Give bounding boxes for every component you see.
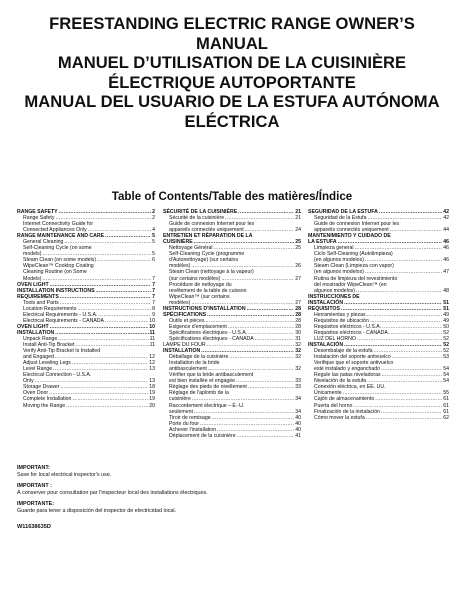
toc-page-number: 18: [149, 384, 155, 391]
toc-page-number: 44: [443, 227, 449, 234]
toc-page-number: 11: [149, 329, 155, 336]
dot-leader: [221, 276, 294, 282]
title-line: ÉLECTRIQUE AUTOPORTANTE: [108, 72, 356, 92]
toc-page-number: 25: [295, 239, 301, 246]
toc-page-number: 52: [443, 342, 449, 349]
toc-entry-title: (en algunos modelos): [314, 257, 364, 264]
toc-page-number: 19: [149, 396, 155, 403]
toc-entry-title: Only: [23, 378, 34, 385]
toc-entry-title: RANGE SAFETY: [17, 209, 58, 215]
toc-entry-title: Herramientas y piezas: [314, 311, 366, 318]
toc-entry-title: Ciclo Self-Cleaning (Autolimpieza): [314, 251, 393, 258]
toc-entry: [163, 433, 301, 439]
toc-entry-title: ENTRETIEN ET RÉPARATION DE LA: [163, 233, 253, 240]
toc-page-number: 33: [295, 384, 301, 391]
toc-entry-title: SEGURIDAD DE LA ESTUFA: [308, 209, 378, 215]
toc-page-number: 41: [295, 432, 301, 439]
toc-entry-title: Install Anti-Tip Bracket: [23, 342, 75, 349]
toc-column-french: [163, 209, 301, 439]
note-body-spanish: Guarde para tener a disposición del inspector de electricidad local.: [17, 507, 177, 514]
toc-page-number: 10: [149, 317, 155, 324]
toc-entry-title: Outils et pièces: [169, 317, 205, 324]
toc-entry-title: Nivelación de la estufa: [314, 378, 367, 385]
toc-page-number: 31: [295, 335, 301, 342]
toc-page-number: 27: [295, 275, 301, 282]
toc-page-number: 2: [152, 209, 155, 215]
toc-entry-title: Steam Clean (Limpieza con vapor): [314, 263, 394, 270]
toc-entry-title: Spécifications électriques - U.S.A.: [169, 329, 248, 336]
toc-page-number: 34: [295, 396, 301, 403]
title-line: MANUEL D’UTILISATION DE LA CUISINIÈRE: [57, 53, 407, 73]
toc-page-number: 10: [149, 323, 155, 330]
toc-page-number: 5: [152, 233, 155, 240]
toc-page-number: 47: [443, 269, 449, 276]
note-body-french: À conserver pour consultation par l'inspecteur local des installations électriques.: [17, 489, 208, 496]
toc-entry-title: Tools and Parts: [23, 299, 59, 306]
toc-page-number: 28: [295, 311, 301, 318]
toc-entry-title: antibasculement: [169, 366, 207, 373]
toc-page-number: 46: [443, 245, 449, 252]
dot-leader: [97, 257, 151, 263]
toc-entry-title: INSTRUCCIONES DE: [308, 293, 360, 300]
toc-entry-title: Porte du four: [169, 420, 199, 427]
dot-leader: [66, 403, 148, 409]
toc-entry-title: Limpieza general: [314, 245, 354, 252]
toc-heading: Table of Contents/Table des matières/Índice: [111, 190, 353, 203]
toc-entry-title: Verify Anti-Tip Bracket Is Installed: [23, 348, 101, 355]
toc-page-number: 20: [149, 402, 155, 409]
toc-page-number: 7: [152, 287, 155, 294]
toc-page-number: 21: [295, 209, 301, 215]
toc-entry-title: Cómo mover la estufa: [314, 414, 365, 421]
toc-entry-title: Procédure de nettoyage du: [169, 281, 232, 288]
toc-entry-title: Steam Clean (on some models): [23, 257, 96, 264]
toc-entry-title: esté instalado y enganchado: [314, 366, 381, 373]
toc-entry-title: Unpack Range: [23, 335, 58, 342]
toc-entry-title: INSTALLATION: [17, 329, 55, 336]
toc-page-number: 42: [443, 215, 449, 222]
toc-entry-title: Puerta del horno: [314, 402, 353, 409]
toc-entry-title: Electrical Connection - U.S.A.: [23, 372, 92, 379]
toc-page-number: 52: [443, 329, 449, 336]
toc-entry-title: Regule las patas niveladoras: [314, 372, 381, 379]
toc-entry-title: Connected Appliances Only: [23, 227, 87, 234]
toc-entry-title: WipeClean™ Cooktop Coating: [23, 263, 94, 270]
toc-entry-title: Self-Cleaning Cycle (on some: [23, 245, 92, 252]
toc-page-number: 27: [295, 299, 301, 306]
toc-entry-title: Únicamente: [314, 390, 342, 397]
dot-leader: [356, 288, 442, 294]
toc-entry-title: revêtement de la table de cuisson: [169, 287, 247, 294]
toc-page-number: 40: [295, 420, 301, 427]
toc-entry-title: d'Autonettoyage) (sur certains: [169, 257, 239, 264]
toc-entry-title: Instalación del soporte antivuelco: [314, 354, 391, 361]
table-of-contents: [17, 209, 449, 452]
toc-page-number: 32: [295, 366, 301, 373]
toc-page-number: 5: [152, 239, 155, 246]
toc-entry-title: Self-Cleaning Cycle (programme: [169, 251, 245, 258]
title-line: ELÉCTRICA: [184, 111, 280, 131]
toc-entry-title: Raccordement électrique – É.-U.: [169, 402, 245, 409]
toc-entry: [308, 415, 449, 421]
toc-entry-title: Cleaning Routine (on Some: [23, 269, 87, 276]
toc-entry-title: Cajón de almacenamiento: [314, 396, 375, 403]
toc-page-number: 46: [443, 239, 449, 246]
toc-entry-title: Storage Drawer: [23, 384, 60, 391]
toc-page-number: 49: [443, 311, 449, 318]
toc-page-number: 30: [295, 329, 301, 336]
toc-entry-title: Déballage de la cuisinière: [169, 354, 229, 361]
toc-entry-title: Achever l'installation: [169, 426, 217, 433]
toc-page-number: 19: [149, 390, 155, 397]
toc-page-number: 11: [149, 342, 155, 349]
toc-entry-title: seulement: [169, 408, 193, 415]
toc-entry-title: Exigence d'emplacement: [169, 323, 227, 330]
toc-entry-title: Sécurité de la cuisinière: [169, 215, 225, 222]
note-heading-english: IMPORTANT:: [17, 465, 50, 471]
toc-entry-title: SÉCURITÉ DE LA CUISINIÈRE: [163, 209, 238, 215]
toc-entry-title: Electrical Requirements - U.S.A.: [23, 311, 98, 318]
toc-entry-title: Finalización de la instalación: [314, 408, 381, 415]
toc-entry-title: OVEN LIGHT: [17, 281, 49, 288]
toc-page-number: 51: [443, 299, 449, 306]
toc-entry-title: appareils connectés uniquement: [169, 227, 244, 234]
toc-entry-title: Requisitos eléctricos - U.S.A.: [314, 323, 382, 330]
toc-page-number: 52: [443, 348, 449, 355]
toc-entry-title: Déplacement de la cuisinière: [169, 432, 236, 439]
toc-entry-title: algunos modelos): [314, 287, 355, 294]
toc-page-number: 50: [443, 323, 449, 330]
toc-column-spanish: [308, 209, 449, 421]
toc-entry-title: OVEN LIGHT: [17, 323, 49, 330]
toc-entry-title: Moving the Range: [23, 402, 66, 409]
toc-page-number: 62: [443, 414, 449, 421]
toc-page-number: 6: [152, 257, 155, 264]
toc-entry-title: RANGE MAINTENANCE AND CARE: [17, 233, 105, 240]
toc-entry-title: est bien installée et engagée: [169, 378, 236, 385]
important-notes: [17, 465, 447, 520]
toc-entry-title: Conexión eléctrica, en EE. UU.: [314, 384, 386, 391]
toc-entry-title: Guide de connexion Internet pour les: [314, 221, 400, 228]
toc-page-number: 7: [152, 299, 155, 306]
toc-entry-title: Verifique que el soporte antivuelco: [314, 360, 394, 367]
toc-page-number: 32: [295, 354, 301, 361]
dot-leader: [248, 384, 294, 390]
toc-entry-title: CUISINIÈRE: [163, 239, 193, 246]
toc-page-number: 51: [443, 305, 449, 312]
toc-entry-title: REQUISITOS: [308, 305, 340, 312]
toc-page-number: 32: [295, 348, 301, 355]
toc-page-number: 61: [443, 408, 449, 415]
toc-entry-title: WipeClean™ (sur certains: [169, 293, 230, 300]
toc-page-number: 42: [443, 209, 449, 215]
toc-entry-title: Oven Door: [23, 390, 49, 397]
toc-entry-title: Requisitos de ubicación: [314, 317, 369, 324]
toc-entry: [17, 403, 155, 409]
toc-entry-title: REQUIREMENTS: [17, 293, 59, 300]
toc-page-number: 12: [149, 354, 155, 361]
toc-entry-title: Range Safety: [23, 215, 55, 222]
title-line: MANUAL: [196, 33, 268, 53]
toc-page-number: 55: [443, 390, 449, 397]
toc-page-number: 34: [295, 408, 301, 415]
toc-entry-title: INSTALLATION INSTRUCTIONS: [17, 287, 95, 294]
toc-page-number: 52: [443, 335, 449, 342]
note-body-english: Save for local electrical inspector's use.: [17, 471, 112, 478]
toc-entry-title: INSTALACIÓN: [308, 299, 344, 306]
toc-page-number: 54: [443, 366, 449, 373]
toc-page-number: 40: [295, 414, 301, 421]
title-line: FREESTANDING ELECTRIC RANGE OWNER’S: [49, 14, 415, 33]
toc-page-number: 48: [443, 287, 449, 294]
toc-entry-title: Location Requirements: [23, 305, 77, 312]
toc-page-number: 24: [295, 227, 301, 234]
toc-page-number: 25: [295, 245, 301, 252]
toc-entry-title: INSTALACIÓN: [308, 342, 344, 349]
toc-entry-title: INSTALLATION: [163, 348, 201, 355]
toc-entry-title: Vérifier que la bride antibasculement: [169, 372, 254, 379]
toc-page-number: 8: [152, 305, 155, 312]
toc-page-number: 61: [443, 396, 449, 403]
toc-entry-title: Level Range: [23, 366, 53, 373]
toc-column-english: [17, 209, 155, 409]
toc-entry-title: LUZ DEL HORNO: [314, 335, 356, 342]
toc-page-number: 13: [149, 378, 155, 385]
toc-entry-title: Models): [23, 275, 42, 282]
toc-entry-title: (en algunos modelos): [314, 269, 364, 276]
toc-page-number: 28: [295, 323, 301, 330]
toc-page-number: 13: [149, 366, 155, 373]
toc-page-number: 12: [149, 360, 155, 367]
dot-leader: [366, 415, 442, 421]
toc-page-number: 7: [152, 275, 155, 282]
toc-entry-title: Spécifications électriques - CANADA: [169, 335, 254, 342]
toc-page-number: 11: [149, 335, 155, 342]
toc-entry-title: Steam Clean (nettoyage à la vapeur): [169, 269, 254, 276]
toc-page-number: 28: [295, 317, 301, 324]
manual-title: [0, 14, 464, 132]
toc-entry-title: Rutina de limpieza del revestimiento: [314, 275, 398, 282]
toc-page-number: 2: [152, 215, 155, 222]
toc-entry-title: models): [23, 251, 42, 258]
toc-page-number: 54: [443, 378, 449, 385]
toc-entry-title: Complete Installation: [23, 396, 72, 403]
toc-entry-title: INSTRUCTIONS D'INSTALLATION: [163, 305, 246, 312]
toc-entry-title: Réglage des pieds de nivellement: [169, 384, 247, 391]
toc-entry-title: Tiroir de remisage: [169, 414, 211, 421]
note-heading-french: IMPORTANT :: [17, 483, 52, 490]
toc-page-number: 26: [295, 263, 301, 270]
toc-entry-title: Guide de connexion Internet pour les: [169, 221, 255, 228]
toc-entry-title: modèles): [169, 263, 191, 270]
toc-entry-title: MANTENIMIENTO Y CUIDADO DE: [308, 233, 391, 240]
toc-entry-title: LA ESTUFA: [308, 239, 337, 246]
toc-page-number: 5: [152, 251, 155, 258]
toc-entry-title: Réglage de l'aplomb de la: [169, 390, 229, 397]
toc-entry-title: Internet Connectivity Guide for: [23, 221, 94, 228]
title-line: MANUAL DEL USUARIO DE LA ESTUFA AUTÓNOMA: [24, 92, 440, 112]
toc-page-number: 21: [295, 215, 301, 222]
dot-leader: [229, 354, 294, 360]
toc-page-number: 9: [152, 311, 155, 318]
toc-page-number: 7: [152, 281, 155, 288]
toc-entry-title: Installation de la bride: [169, 360, 220, 367]
toc-page-number: 49: [443, 317, 449, 324]
toc-entry-title: SPÉCIFICATIONS: [163, 311, 207, 318]
toc-page-number: 33: [295, 378, 301, 385]
toc-entry-title: del mostrador WipeClean™ (en: [314, 281, 387, 288]
toc-entry-title: Seguridad de la Estufa: [314, 215, 367, 222]
toc-entry-title: modèles): [169, 299, 191, 306]
toc-entry-title: Adjust Leveling Legs: [23, 360, 71, 367]
toc-entry-title: appareils connectés uniquement: [314, 227, 389, 234]
toc-page-number: 40: [295, 426, 301, 433]
toc-page-number: 46: [443, 257, 449, 264]
toc-entry-title: LAMPE DU FOUR: [163, 342, 206, 349]
toc-entry-title: Nettoyage Général: [169, 245, 213, 252]
toc-entry-title: Electrical Requirements - CANADA: [23, 317, 105, 324]
toc-page-number: 4: [152, 227, 155, 234]
document-number: W11638635D: [17, 524, 51, 530]
toc-page-number: 32: [295, 342, 301, 349]
toc-page-number: 53: [443, 354, 449, 361]
dot-leader: [237, 433, 295, 439]
toc-entry-title: Desembalaje de la estufa: [314, 348, 373, 355]
dot-leader: [390, 227, 443, 233]
toc-page-number: 61: [443, 402, 449, 409]
toc-entry-title: Requisitos eléctricos - CANADA: [314, 329, 388, 336]
dot-leader: [392, 354, 443, 360]
toc-entry-title: cuisinière: [169, 396, 191, 403]
toc-page-number: 7: [152, 293, 155, 300]
note-heading-spanish: IMPORTANTE:: [17, 501, 55, 508]
toc-entry-title: (sur certains modèles): [169, 275, 221, 282]
toc-entry-title: and Engaged: [23, 354, 54, 361]
toc-page-number: 54: [443, 372, 449, 379]
toc-page-number: 28: [295, 305, 301, 312]
toc-entry-title: General Cleaning: [23, 239, 64, 246]
